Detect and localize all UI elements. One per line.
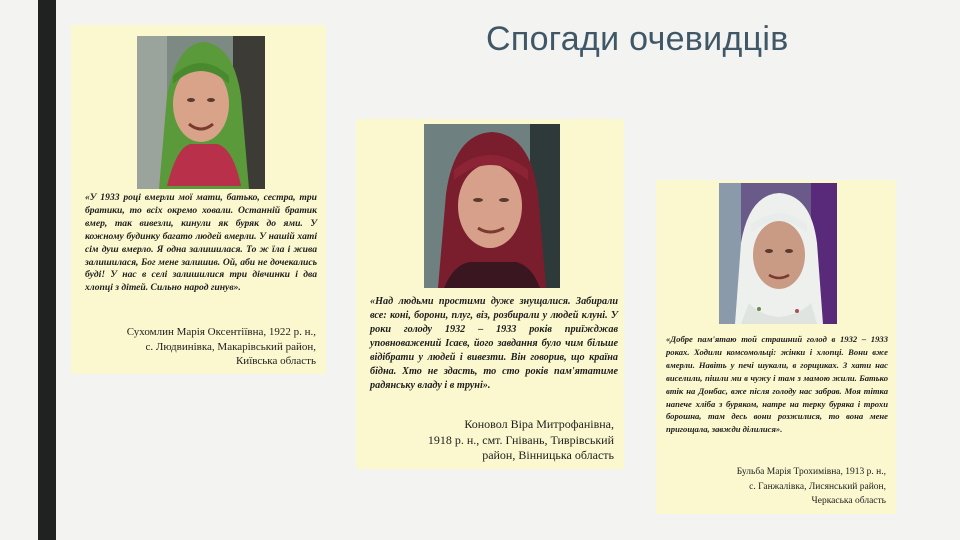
author-line: Черкаська область	[811, 496, 886, 506]
testimony-author-2	[428, 417, 614, 464]
portrait-photo-3	[719, 183, 837, 324]
author-line: с. Людвинівка, Макарівський район,	[145, 340, 316, 353]
testimony-card-1	[71, 25, 326, 374]
slide-title: Спогади очевидців	[486, 20, 789, 58]
author-line: 1918 р. н., смт. Гнівань, Тиврівський	[427, 432, 614, 447]
author-line: Коновол Віра Митрофанівна,	[464, 417, 614, 431]
left-accent-bar	[38, 0, 56, 540]
testimony-card-2	[356, 119, 624, 469]
testimony-quote-1: «У 1933 році вмерли мої мати, батько, сестра, три братики, то всіх окремо ховали. Останній братик вмер, так вивезли, кинули як буряк до ями. У кожному будинку багато людей вмерли. У нашій хаті сім душ вмерло. Я одна залишилася. То ж їла і жива залишилася, Бог мене залишив. Ой, аби не дочекались буді! У нас в селі залишилися три дівчинки і два хлопці з дітей. Сильно народ гинув».	[85, 192, 317, 294]
author-line: район, Вінницька область	[482, 448, 614, 462]
portrait-photo-1	[137, 36, 265, 189]
testimony-author-1	[127, 325, 316, 369]
author-line: с. Ганжалівка, Лисянський район,	[749, 481, 886, 492]
testimony-quote-3: «Добре пам'ятаю той страшний голод в 1932 – 1933 роках. Ходили комсомольці: жінки і хлопці. Вони вже вмерли. Навіть у печі шукали, в горщиках. З хати нас виселили, пішли ми в чужу і там з мамою жили. Батько втік на Донбас, вже після голоду нас забрав. Моя тітка напече хліба з буряком, натре на терку буряка і трохи борошна, там десь вони розжилися, то вона мене пригощала, завжди ділилися».	[666, 334, 888, 435]
portrait-photo-2	[424, 124, 560, 288]
testimony-card-3	[656, 180, 896, 514]
author-line: Бульба Марія Трохимівна, 1913 р. н.,	[736, 467, 886, 477]
testimony-quote-2: «Над людьми простими дуже знущалися. Забирали все: коні, борони, плуг, віз, розбирали у людей клуні. У роки голоду 1932 – 1933 років приїжджав уповноважений Ісаєв, його завдання було чим більше відібрати у людей і вивезти. Він говорив, що країна бідна. Хто не здасть, то сто років пам'ятатиме радянську владу і в труні».	[370, 296, 618, 391]
testimony-author-3	[737, 465, 886, 509]
author-line: Київська область	[235, 355, 316, 367]
author-line: Сухомлин Марія Оксентіївна, 1922 р. н.,	[126, 326, 316, 338]
